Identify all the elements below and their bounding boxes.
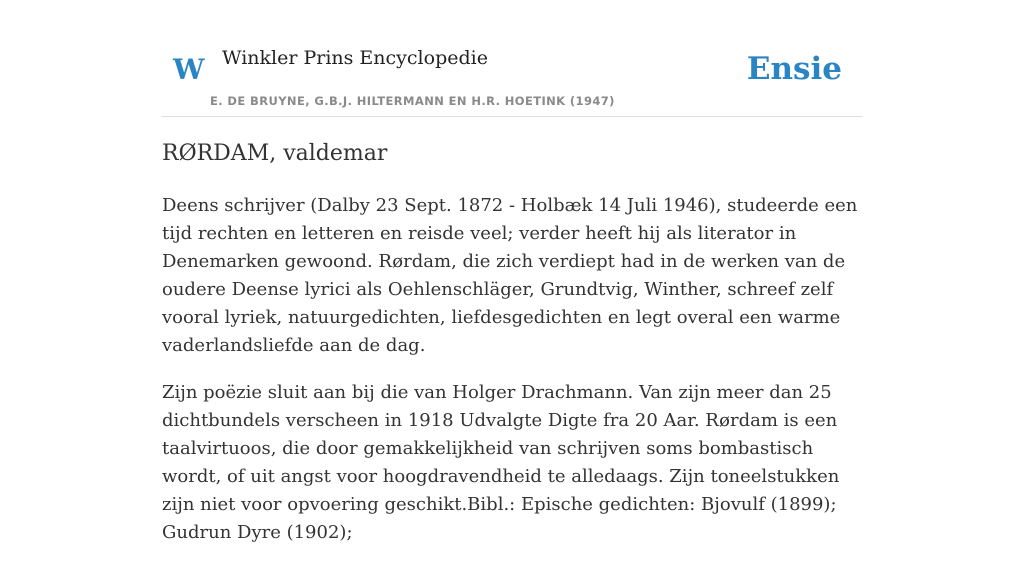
winkler-prins-logo-icon[interactable]: W [173,53,205,86]
source-header [162,0,862,117]
ensie-brand-logo[interactable]: Ensie [746,51,842,87]
source-title[interactable]: Winkler Prins Encyclopedie [222,47,488,69]
source-authors: E. DE BRUYNE, G.B.J. HILTERMANN EN H.R. HOETINK (1947) [210,94,615,108]
article-body [162,192,862,566]
page [162,0,862,543]
article-paragraph: Zijn poëzie sluit aan bij die van Holger Drachmann. Van zijn meer dan 25 dichtbundels verscheen in 1918 Udvalgte Digte fra 20 Aar. Rørdam is een taalvirtuoos, die door gemakkelijkheid van schrijven soms bombastisch wordt, of uit angst voor hoogdravendheid te alledaags. Zijn toneelstukken zijn niet voor opvoering geschikt.Bibl.: Epische gedichten: Bjovulf (1899); Gudrun Dyre (1902); [162,382,840,543]
article-paragraph: Deens schrijver (Dalby 23 Sept. 1872 - Holbæk 14 Juli 1946), studeerde een tijd rechten en letteren en reisde veel; verder heeft hij als literator in Denemarken gewoond. Rørdam, die zich verdiept had in de werken van de oudere Deense lyrici als Oehlenschläger, Grundtvig, Winther, schreef zelf vooral lyriek, natuurgedichten, liefdesgedichten en legt overal een warme vaderlandsliefde aan de dag. [162,195,858,356]
article-title: RØRDAM, valdemar [162,141,388,166]
